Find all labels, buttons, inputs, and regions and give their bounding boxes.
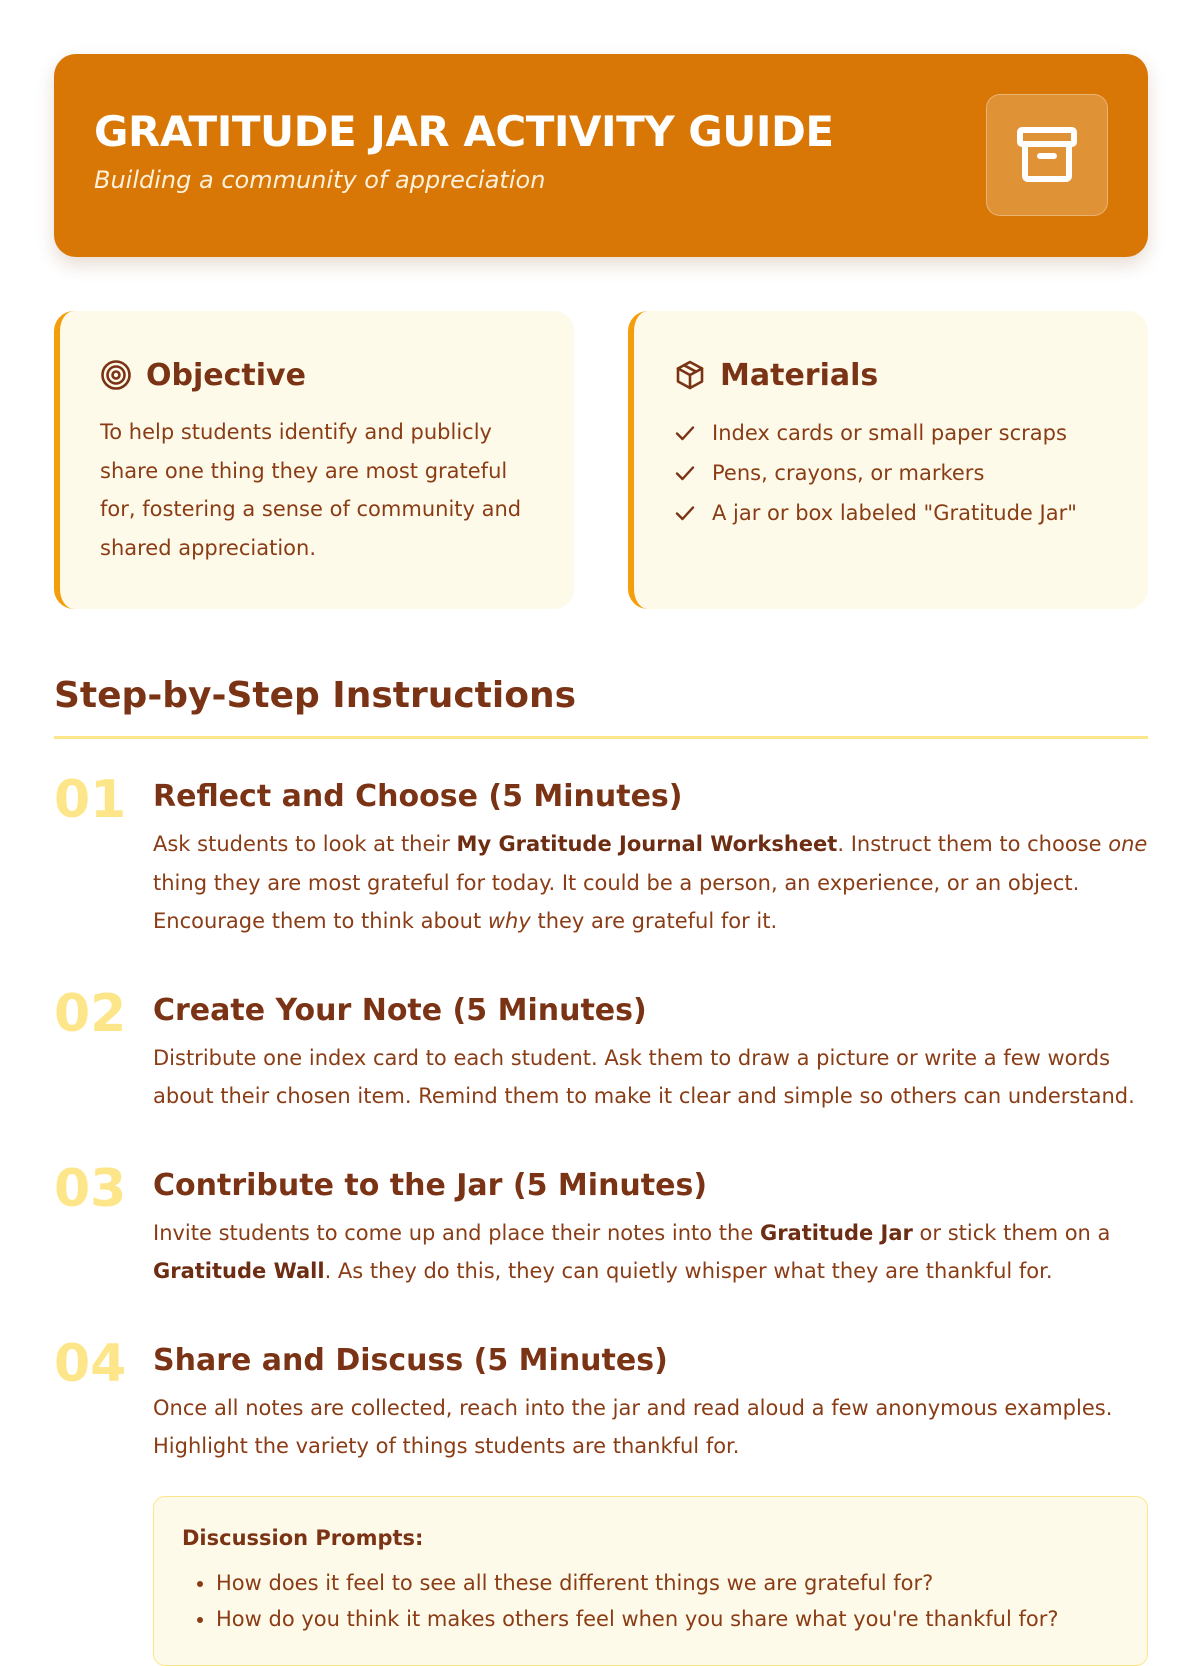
section-divider bbox=[54, 736, 1148, 739]
materials-title: Materials bbox=[720, 357, 879, 393]
step-description: Invite students to come up and place their notes into the Gratitude Jar or stick them on a Gratitude Wall. As they do this, they can quietly whisper what they are thankful for. bbox=[153, 1220, 1111, 1283]
material-label: A jar or box labeled "Gratitude Jar" bbox=[712, 501, 1077, 525]
objective-card bbox=[54, 311, 574, 609]
worksheet-name: My Gratitude Journal Worksheet bbox=[456, 832, 838, 856]
page-subtitle: Building a community of appreciation bbox=[94, 166, 546, 194]
step-1 bbox=[54, 770, 1148, 941]
step-description: Distribute one index card to each student. Ask them to draw a picture or write a few words about their chosen item. Remind them to make it clear and simple so others can understand. bbox=[153, 1045, 1135, 1108]
step-title: Share and Discuss (5 Minutes) bbox=[153, 1342, 668, 1378]
step-number: 02 bbox=[54, 983, 127, 1044]
emphasis: one bbox=[1108, 832, 1148, 856]
objective-text: To help students identify and publicly share one thing they are most grateful for, fostering a sense of community and shared appreciation. bbox=[100, 420, 522, 560]
info-cards bbox=[54, 311, 1148, 609]
step-description: Once all notes are collected, reach into the jar and read aloud a few anonymous examples. Highlight the variety of things students are thankful for. bbox=[153, 1395, 1113, 1458]
list-item bbox=[674, 453, 1108, 493]
material-label: Pens, crayons, or markers bbox=[712, 461, 985, 485]
step-2 bbox=[54, 983, 1148, 1116]
step-title: Create Your Note (5 Minutes) bbox=[153, 992, 647, 1028]
step-3 bbox=[54, 1158, 1148, 1291]
list-item bbox=[674, 493, 1108, 533]
page-title: GRATITUDE JAR ACTIVITY GUIDE bbox=[94, 107, 834, 156]
steps-list bbox=[54, 770, 1148, 1666]
checkmark-icon bbox=[674, 502, 696, 524]
list-item bbox=[674, 413, 1108, 453]
checkmark-icon bbox=[674, 462, 696, 484]
jar-name: Gratitude Jar bbox=[759, 1220, 913, 1245]
objective-title: Objective bbox=[146, 357, 306, 393]
target-icon bbox=[100, 359, 132, 391]
step-title: Contribute to the Jar (5 Minutes) bbox=[153, 1167, 708, 1203]
materials-list bbox=[674, 413, 1108, 533]
wall-name: Gratitude Wall bbox=[153, 1259, 325, 1283]
material-label: Index cards or small paper scraps bbox=[712, 421, 1067, 445]
header-banner bbox=[54, 54, 1148, 257]
archive-box-icon bbox=[986, 94, 1108, 216]
step-title: Reflect and Choose (5 Minutes) bbox=[153, 779, 683, 814]
materials-card bbox=[628, 311, 1148, 609]
step-4 bbox=[54, 1333, 1148, 1666]
discussion-list bbox=[182, 1565, 1119, 1637]
step-number: 04 bbox=[54, 1333, 127, 1394]
list-item: • How do you think it makes others feel when you share what you're thankful for? bbox=[216, 1601, 1119, 1637]
instructions-heading: Step-by-Step Instructions bbox=[54, 675, 577, 716]
step-number: 03 bbox=[54, 1158, 127, 1219]
discussion-title: Discussion Prompts: bbox=[182, 1525, 424, 1550]
list-item: • How does it feel to see all these different things we are grateful for? bbox=[216, 1565, 1119, 1601]
step-number: 01 bbox=[54, 770, 127, 830]
package-icon bbox=[674, 359, 706, 391]
checkmark-icon bbox=[674, 422, 696, 444]
activity-guide-page bbox=[54, 54, 1148, 1666]
discussion-prompts-box bbox=[153, 1496, 1148, 1666]
emphasis: why bbox=[487, 909, 531, 933]
step-description: Ask students to look at their My Gratitude Journal Worksheet. Instruct them to choose one thing they are most grateful for today. It could be a person, an experience, or an object. Encourage them to think about why they are grateful for it. bbox=[153, 832, 1148, 933]
